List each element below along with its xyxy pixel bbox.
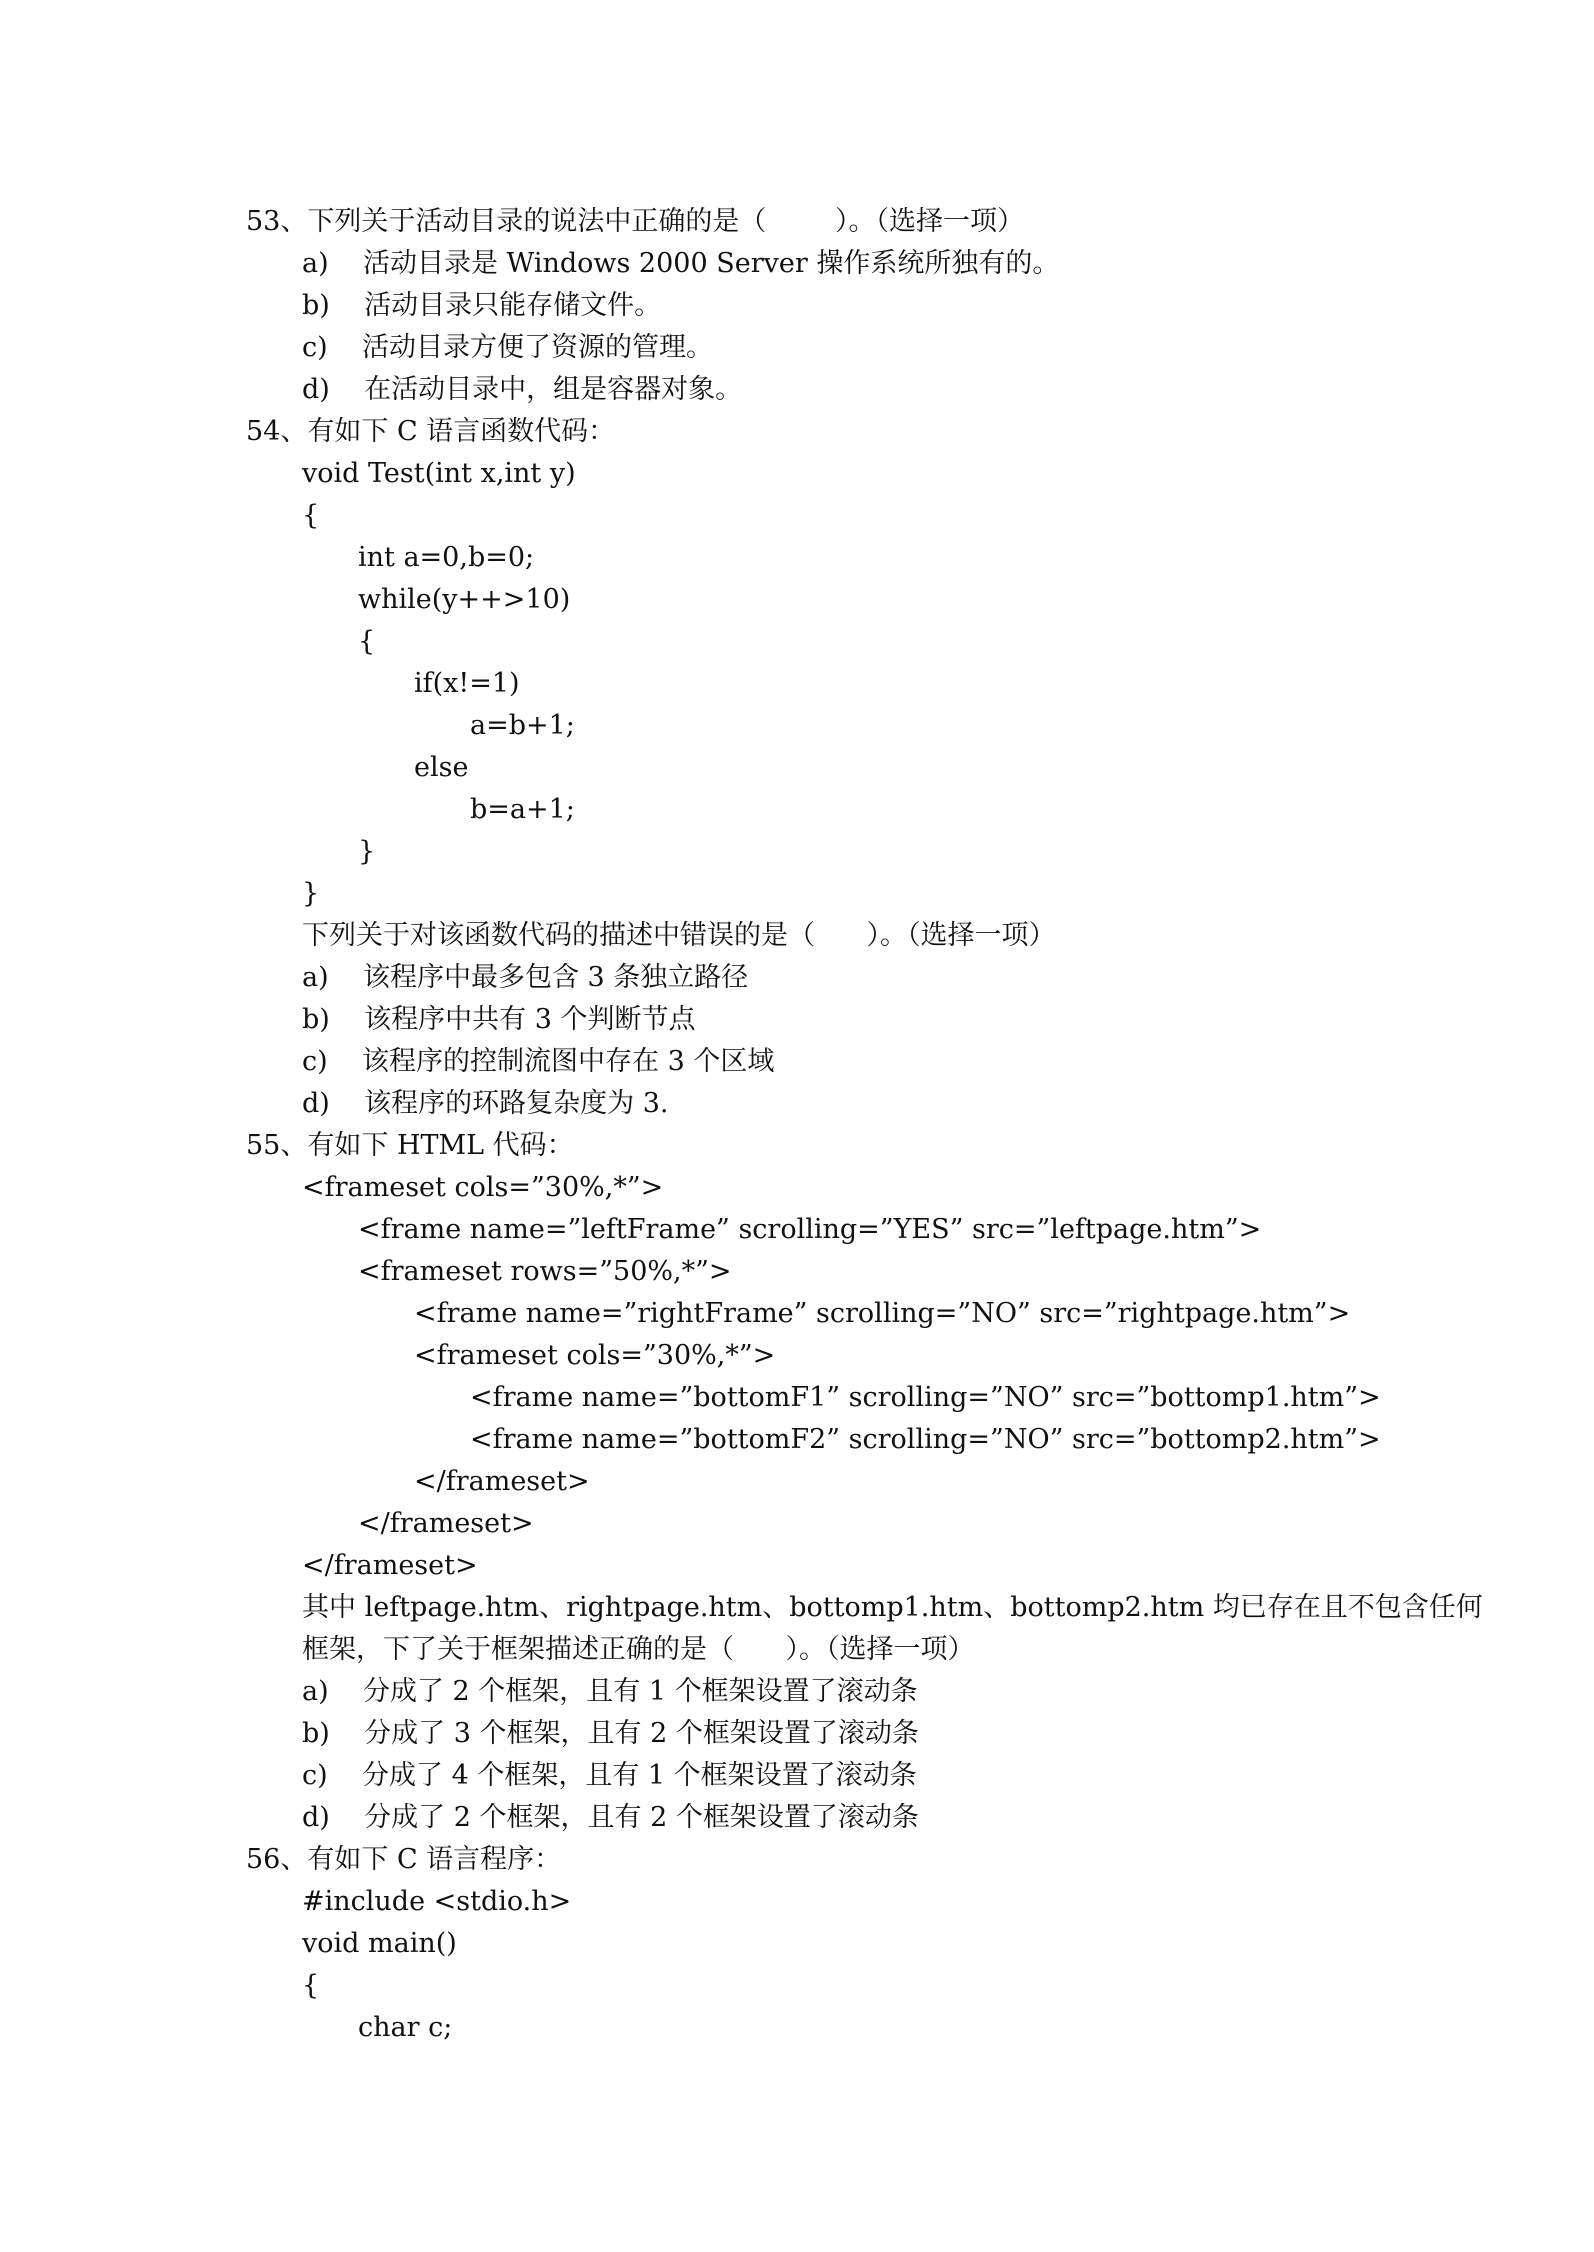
q55-option-a: a) 分成了 2 个框架，且有 1 个框架设置了滚动条	[302, 1676, 918, 1707]
q55-code-line: <frameset cols=”30%,*”>	[302, 1172, 664, 1203]
q55-code-line: <frame name=”bottomF1” scrolling=”NO” src=”bottomp1.htm”>	[470, 1382, 1381, 1413]
q55-code-line: </frameset>	[414, 1466, 590, 1497]
q55-code-line: </frameset>	[358, 1508, 534, 1539]
q55-code-line: <frameset rows=”50%,*”>	[358, 1256, 732, 1287]
q56-stem: 56、有如下 C 语言程序：	[246, 1844, 562, 1875]
q54-code-line: int a=0,b=0;	[358, 542, 535, 573]
q54-option-c: c) 该程序的控制流图中存在 3 个区域	[302, 1046, 775, 1077]
q54-option-d: d) 该程序的环路复杂度为 3.	[302, 1088, 669, 1119]
q55-question: 框架，下了关于框架描述正确的是（ ）。（选择一项）	[302, 1634, 975, 1665]
q54-stem: 54、有如下 C 语言函数代码：	[246, 416, 616, 447]
q53-option-b: b) 活动目录只能存储文件。	[302, 290, 662, 321]
q55-option-d: d) 分成了 2 个框架，且有 2 个框架设置了滚动条	[302, 1802, 919, 1833]
q54-code-line: }	[358, 836, 376, 867]
q55-code-line: <frame name=”rightFrame” scrolling=”NO” src=”rightpage.htm”>	[414, 1298, 1351, 1329]
q55-option-c: c) 分成了 4 个框架，且有 1 个框架设置了滚动条	[302, 1760, 917, 1791]
q55-code-line: </frameset>	[302, 1550, 478, 1581]
q54-question: 下列关于对该函数代码的描述中错误的是（ ）。（选择一项）	[302, 920, 1056, 951]
q55-code-line: <frameset cols=”30%,*”>	[414, 1340, 776, 1371]
q54-option-a: a) 该程序中最多包含 3 条独立路径	[302, 962, 749, 993]
q55-code-line: <frame name=”leftFrame” scrolling=”YES” src=”leftpage.htm”>	[358, 1214, 1262, 1245]
q56-code-line: {	[302, 1970, 320, 2001]
q56-code-line: #include <stdio.h>	[302, 1886, 572, 1917]
q54-code-line: {	[302, 500, 320, 531]
q53-option-a: a) 活动目录是 Windows 2000 Server 操作系统所独有的。	[302, 248, 1060, 279]
q55-option-b: b) 分成了 3 个框架，且有 2 个框架设置了滚动条	[302, 1718, 919, 1749]
q53-option-c: c) 活动目录方便了资源的管理。	[302, 332, 713, 363]
q54-option-b: b) 该程序中共有 3 个判断节点	[302, 1004, 696, 1035]
q55-code-line: <frame name=”bottomF2” scrolling=”NO” src=”bottomp2.htm”>	[470, 1424, 1381, 1455]
q53-option-d: d) 在活动目录中，组是容器对象。	[302, 374, 743, 405]
q54-code-line: b=a+1;	[470, 794, 575, 825]
q54-code-line: a=b+1;	[470, 710, 575, 741]
q53-stem: 53、下列关于活动目录的说法中正确的是（ ）。（选择一项）	[246, 206, 1025, 237]
q54-code-line: }	[302, 878, 320, 909]
q54-code-line: while(y++>10)	[358, 584, 571, 615]
q54-code-line: {	[358, 626, 376, 657]
q55-stem: 55、有如下 HTML 代码：	[246, 1130, 574, 1161]
q54-code-line: void Test(int x,int y)	[302, 458, 576, 489]
q55-question: 其中 leftpage.htm、rightpage.htm、bottomp1.htm、bottomp2.htm 均已存在且不包含任何	[302, 1592, 1483, 1623]
q54-code-line: if(x!=1)	[414, 668, 520, 699]
q54-code-line: else	[414, 752, 469, 783]
q56-code-line: void main()	[302, 1928, 457, 1959]
q56-code-line: char c;	[358, 2012, 453, 2043]
